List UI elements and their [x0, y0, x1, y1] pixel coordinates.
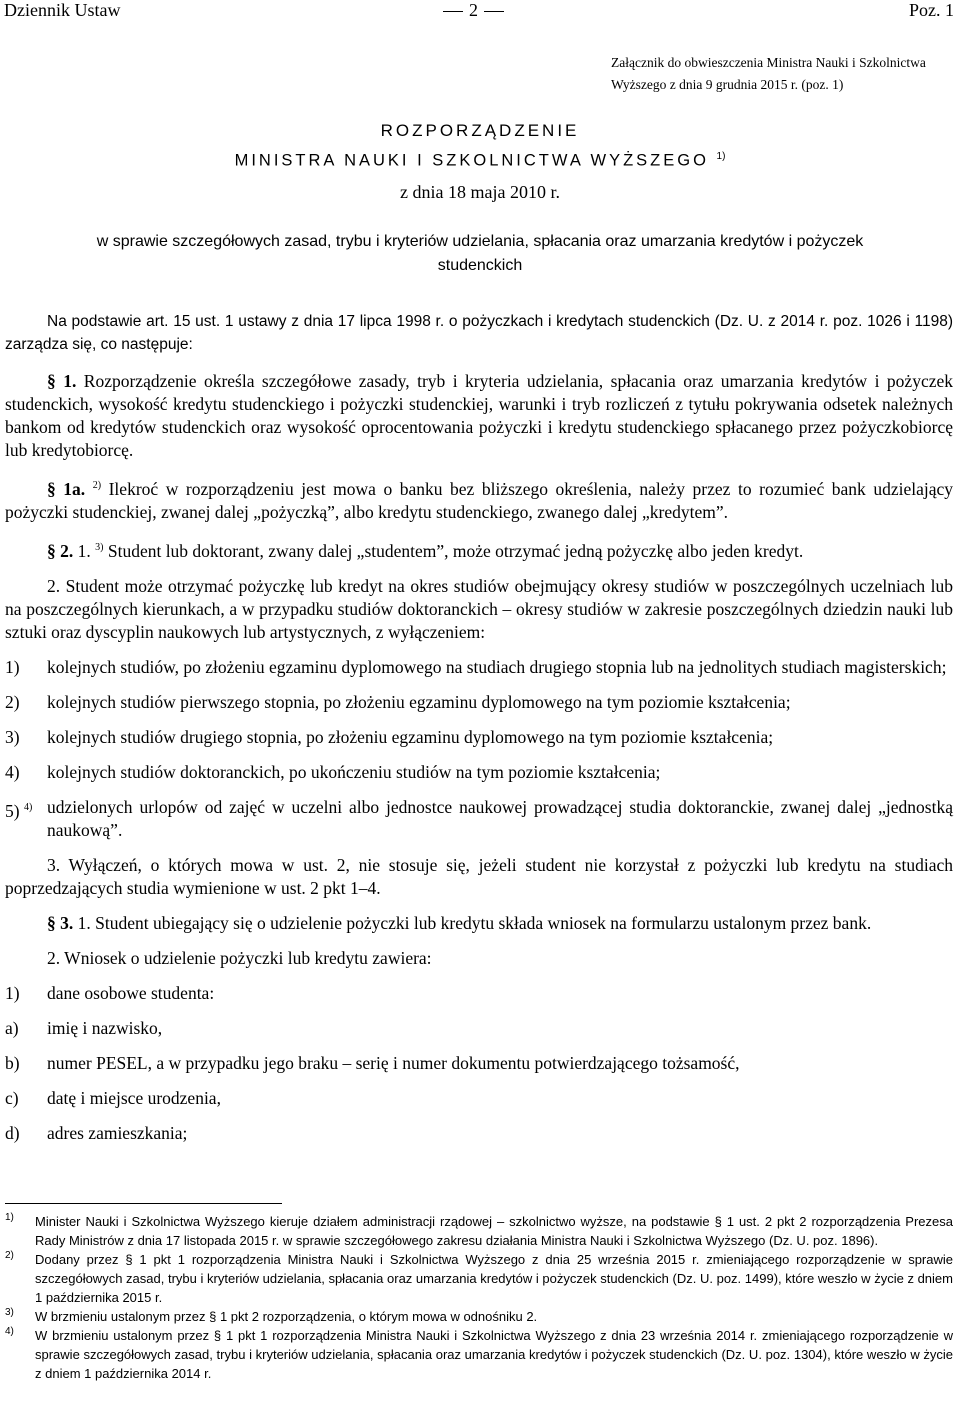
list-item: 1) kolejnych studiów, po złożeniu egzaminu dyplomowego na studiach drugiego stopnia lub na jednolitych studiach magisterskich; [5, 656, 947, 677]
document-date: z dnia 18 maja 2010 r. [400, 182, 560, 202]
annex-note: Załącznik do obwieszczenia Ministra Nauki i Szkolnictwa Wyższego z dnia 9 grudnia 2015 r. (poz. 1) [611, 55, 926, 92]
paragraph-2-ust-2: 2. Student może otrzymać pożyczkę lub kredyt na okres studiów obejmujący okresy studiów w poszczególnych uczelniach lub na poszczególnych kierunkach, a w przypadku studiów doktoranckich – okresy studiów w zakresie poszczególnych dziedzin nauki lub sztuki oraz dyscyplin naukowych lub artystycznych, z wyłączeniem: [5, 575, 953, 642]
issuing-authority: MINISTRA NAUKI I SZKOLNICTWA WYŻSZEGO $^{1)}$ [234, 151, 726, 170]
paragraph-3-ust-2: 2. Wniosek o udzielenie pożyczki lub kredytu zawiera: [47, 947, 432, 968]
footnote: 4) W brzmieniu ustalonym przez § 1 pkt 1 rozporządzenia Ministra Nauki i Szkolnictwa Wyższego z dnia 23 września 2014 r. zmieniającego rozporządzenie w sprawie szczegółowych zasad, trybu i kryteriów udzielania, spłacania oraz umarzania kredytów i pożyczek studenckich (Dz. U. poz. 1304), które weszło w życie z dniem 1 października 2014 r. [5, 1326, 953, 1381]
legal-basis: Na podstawie art. 15 ust. 1 ustawy z dnia 17 lipca 1998 r. o pożyczkach i kredytach studenckich (Dz. U. z 2014 r. poz. 1026 i 1198) zarządza się, co następuje: [5, 313, 953, 353]
list-item: 1) dane osobowe studenta: [5, 982, 215, 1003]
position-number: Poz. 1 [909, 0, 954, 20]
paragraph-2-ust-3: 3. Wyłączeń, o których mowa w ust. 2, nie stosuje się, jeżeli student nie korzystał z pożyczki lub kredytu na studiach poprzedzających studia wymienione w ust. 2 pkt 1–4. [5, 854, 953, 898]
paragraph-3: § 3. 1. Student ubiegający się o udzielenie pożyczki lub kredytu składa wniosek na formularzu ustalonym przez bank. [47, 912, 872, 933]
page-header [0, 0, 960, 22]
paragraph-2: § 2. 1. $^{3)}$ Student lub doktorant, zwany dalej „studentem”, może otrzymać jedną pożyczkę albo jeden kredyt. [47, 540, 804, 561]
list-item: 3) kolejnych studiów drugiego stopnia, po złożeniu egzaminu dyplomowego na tym poziomie kształcenia; [5, 726, 774, 747]
footnotes [5, 1212, 953, 1383]
document-subject: w sprawie szczegółowych zasad, trybu i kryteriów udzielania, spłacania oraz umarzania kredytów i pożyczek studenckich [96, 233, 864, 274]
sub-list-item: a) imię i nazwisko, [5, 1017, 163, 1038]
list-item: 2) kolejnych studiów pierwszego stopnia, po złożeniu egzaminu dyplomowego na tym poziomie kształcenia; [5, 691, 791, 712]
footnote: 3) W brzmieniu ustalonym przez § 1 pkt 2 rozporządzenia, o którym mowa w odnośniku 2. [5, 1307, 538, 1324]
paragraph-1a: § 1a. $^{2)}$ Ilekroć w rozporządzeniu jest mowa o banku bez bliższego określenia, należy przez to rozumieć bank udzielający pożyczki studenckiej, zwanej dalej „pożyczką”, albo kredytu studenckiego, zwanego dalej „kredytem”. [5, 478, 954, 522]
list-item: 5) $^{4)}$ udzielonych urlopów od zajęć w uczelni albo jednostce naukowej prowadzącej studia doktoranckie, zwanej dalej „jednostką naukową”. [5, 796, 953, 840]
footnote-ref: 1) [716, 151, 726, 162]
paragraph-1: § 1. Rozporządzenie określa szczegółowe zasady, tryb i kryteria udzielania, spłacania oraz umarzania kredytów i pożyczek studenckich, wysokość kredytu studenckiego i pożyczki studenckiej, warunki i tryb rozliczeń z tytułu pokrywania odsetek należnych bankom od kredytów studenckich oraz wysokość oprocentowania pożyczki i kredytu studenckiego spłacanego przez pożyczkobiorcę lub kredytobiorcę. [5, 371, 954, 460]
sub-list-item: c) datę i miejsce urodzenia, [5, 1087, 221, 1108]
footnote: 1) Minister Nauki i Szkolnictwa Wyższego kieruje działem administracji rządowej – szkolnictwo wyższe, na podstawie § 1 ust. 2 pkt 2 rozporządzenia Prezesa Rady Ministrów z dnia 17 listopada 2015 r. w sprawie szczegółowego zakresu działania Ministra Nauki i Szkolnictwa Wyższego (Dz. U. poz. 1896). [5, 1212, 953, 1248]
document-type: ROZPORZĄDZENIE [380, 121, 580, 140]
footnote-separator [5, 1203, 282, 1204]
page-number: 2 [437, 0, 510, 21]
journal-name: Dziennik Ustaw [4, 0, 121, 20]
sub-list-item: b) numer PESEL, a w przypadku jego braku – serię i numer dokumentu potwierdzającego tożsamość, [5, 1052, 740, 1073]
document-body [5, 310, 953, 1157]
footnote: 2) Dodany przez § 1 pkt 1 rozporządzenia Ministra Nauki i Szkolnictwa Wyższego z dnia 25 września 2015 r. zmieniającego rozporządzenie w sprawie szczegółowych zasad, trybu i kryteriów udzielania, spłacania oraz umarzania kredytów i pożyczek studenckich (Dz. U. poz. 1499), które weszło w życie z dniem 1 października 2015 r. [5, 1250, 953, 1305]
list-item: 4) kolejnych studiów doktoranckich, po ukończeniu studiów na tym poziomie kształcenia; [5, 761, 661, 782]
sub-list-item: d) adres zamieszkania; [5, 1122, 188, 1143]
